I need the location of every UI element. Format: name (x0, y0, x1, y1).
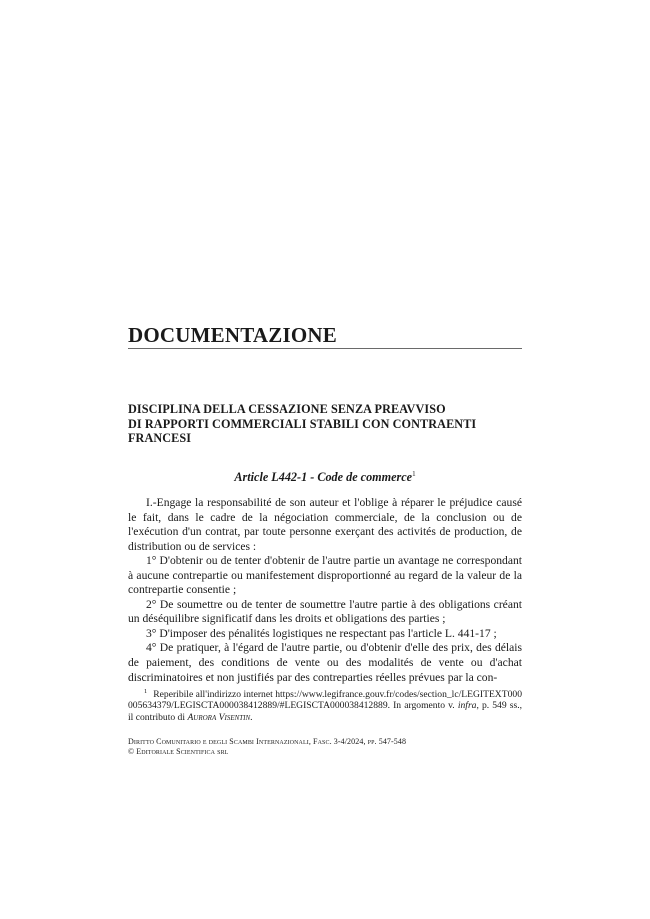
journal-citation: Diritto Comunitario e degli Scambi Internazionali, Fasc. 3-4/2024, pp. 547-548 (128, 737, 407, 746)
footnote-text: Reperibile all'indirizzo internet https://www.legifrance.gouv.fr/codes/section_lc/LEGITEXT000005634379/LEGISCTA000038412889/#LEGISCTA000038412889. In argomento v. (128, 689, 522, 712)
document-title (128, 402, 522, 446)
paragraph: 1° D'obtenir ou de tenter d'obtenir de l'autre partie un avantage ne correspondant à aucune contrepartie ou manifestement disproportionné au regard de la valeur de la contrepartie consentie ; (128, 554, 522, 597)
footnote-mark: 1 (144, 687, 148, 695)
document-title-line: DISCIPLINA DELLA CESSAZIONE SENZA PREAVVISO (128, 402, 446, 416)
page-footer (128, 737, 522, 756)
article-body (128, 496, 522, 685)
copyright-notice: © Editoriale Scientifica srl (128, 746, 229, 756)
section-heading: DOCUMENTAZIONE (128, 323, 522, 349)
paragraph: 2° De soumettre ou de tenter de soumettre l'autre partie à des obligations créant un déséquilibre significatif dans les droits et obligations des parties ; (128, 597, 522, 626)
footnote-text: . (250, 711, 253, 723)
footnote-italic: infra (457, 700, 477, 712)
article-title-text: Article L442-1 - Code de commerce (234, 470, 413, 484)
paragraph: I.-Engage la responsabilité de son auteur et l'oblige à réparer le préjudice causé le fait, dans le cadre de la négociation commerciale, de la conclusion ou de l'exécution d'un contrat, par toute personne exerçant des activités de production, de distribution ou de services : (128, 496, 522, 553)
paragraph: 3° D'imposer des pénalités logistiques ne respectant pas l'article L. 441-17 ; (146, 626, 497, 640)
document-title-line: FRANCESI (128, 431, 192, 445)
footnote-author: Aurora Visentin (187, 711, 251, 723)
paragraph: 4° De pratiquer, à l'égard de l'autre partie, ou d'obtenir d'elle des prix, des délais de paiement, des conditions de vente ou des modalités de vente ou d'achat discriminatoires et non justifiés par des contreparties réelles prévues par la con- (128, 641, 522, 684)
footnote (128, 689, 522, 723)
document-title-line: DI RAPPORTI COMMERCIALI STABILI CON CONTRAENTI (128, 416, 477, 431)
article-title (128, 470, 522, 485)
footnote-reference[interactable]: 1 (412, 469, 416, 478)
footnote-text: , p. 549 ss., il contributo di (128, 700, 523, 723)
